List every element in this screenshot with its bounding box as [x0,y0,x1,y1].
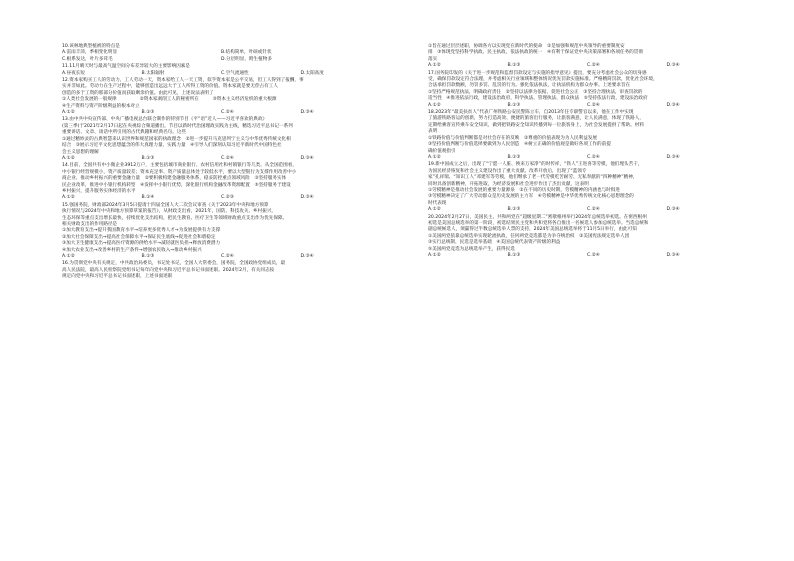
option-choice: ①加大教育支出→提升我国教育水平→培养更多优秀人才→为发展提供有力支撑 [62,228,221,234]
option-choice: B.①④ [141,195,155,201]
option-choice: C.②③ [221,195,234,201]
question-text-line: 16.为贯彻党中央有关规定，中共政治局委员，书记处书记，全国人大常委会，国务院，全国政协党组成员，最 [62,261,286,267]
option-choice: C.②④ [587,102,600,108]
question-text-line: 12.资本家购买工人的劳动力，工人劳动一天，资本家给工人一天工资，似乎资本家是公平交易，但工人得到了报酬，事 [62,78,304,84]
question-text-line: 18.2023年“最美扶贫人”代表广州铁路公安民警陈立车，自2013年任专职警官以来，他在工作中实现 [428,110,634,116]
question-text-line: ①美国两党依靠总统选举实现轮流执政，任何两党竞选都是为争夺统治权 ②美国宪法规定选举人团 [428,233,630,239]
question-block [62,261,380,280]
option-choice: B.①③ [507,102,521,108]
question-text-line: 11.11月晴天时与最高气温空间分布差异较大的主要影响因素是 [62,64,190,70]
question-text-line: 执行情况与2024年中央和地方预算草案的报告》，从财政支出看，2021年，国防、科技攻关、乡村振兴， [62,209,277,215]
question-text-line: 排 ③体现党坚持科学执政、民主执政、依法执政的统一 ④有利于保证党中央决策部署和各项任务的贯彻 [428,50,643,56]
option-choice: A.昼夜长短 [62,70,85,76]
options-row [428,103,746,109]
question-text-line: ①劳模精神是推动社会发展的重要力量源泉 ②在不同的历史时期，劳模精神的内涵也与时俱进 [428,187,620,193]
question-text-line: 为国民经济恢复和社会主义建设作出了重大贡献。改革开放后，出现了“蓝领专 [428,168,587,174]
question-text-line: 受，确保罚款设定符合法理，并考虑相关行业领域和整体情况优先罚款实施标准。严格精简罚款，优化社会环境， [428,77,658,83]
option-choice: B.①③ [507,253,521,258]
options-row [62,71,380,77]
option-choice: A.①② [428,253,441,258]
option-choice: D.分层明显，附生植物多 [221,56,272,62]
options-row [428,207,746,213]
option-choice: D.③④ [300,110,314,116]
question-block [428,71,746,109]
question-text-line: 合法承担罚款数额，勿罚多罚、乱罚的行为。强化依法执法，让执法机构为群众办事。上述要求旨在 [428,83,631,89]
question-text-line: 副总统候选人，须赢得过半数总统选举人票的支持，2024年美国总统选举将于11月5日举行，由此可知 [428,227,637,233]
question-text-line: ①人类社会发展的一般规律 ②资本家剥削工人的秘密所在 ③资本主义经济危机的重大根源 [62,97,277,103]
question-block [62,64,380,77]
question-text-line: 同时具备创新精神，开拓进取，为经济发展和社会进步作出了杰出贡献，这表明 [428,181,589,187]
question-block [428,162,746,213]
question-text-line: 表明 [428,129,438,135]
question-text-line: 了旅游铁路客运的创新，努力打造高效、便捷的旅客出行服务，让旅客满意，让人民满意，体现了铁路人， [428,116,644,122]
option-choice: A.①② [428,102,441,108]
question-text-line: ①旨在通过层层述职，协调各方以实现党在新时代的使命 ②是加强和规范中央领导的重要制度安 [428,44,625,49]
question-text-line: 10.该林地典型植被的特点是 [62,44,120,49]
question-block [62,163,380,201]
question-text-line: ⑤美国两党竞选为总统选举产生，获得民选 [428,246,515,252]
question-text-line: ④生产资料与资产阶级利益的根本对立 [62,103,140,109]
option-choice: A.①② [62,110,75,116]
option-choice: C.②④ [587,207,600,213]
question-text-line: 商企业、推动乡村振兴的重要金融力量 ②要积极构建金融服务体系，稳妥防控重点领域风险 ③坚持服务实体 [62,176,287,182]
options-row [62,110,380,116]
question-block [62,203,380,261]
option-choice: B.①③ [507,154,521,160]
question-text-line: 17.国务院印发的《关于进一步规范和监督罚款设定与实施的指导意见》提出，要充分考虑社会公众的切身感 [428,70,647,76]
option-choice: C.②④ [221,155,234,161]
question-text-line: 高人民法院，最高人民检察院党组书记每年向党中央和习近平总书记书面述职。2024年2月，有关同志按 [62,267,275,273]
option-choice: B.①③ [507,207,521,213]
question-text-line: 重要讲话、文章、谈话中所引用的古代典籍和经典名句。这些 [62,130,187,136]
question-block [62,44,380,63]
question-text-line: 13.由中共中央宣传部、中央广播电视总台联合制作的特别节目《平“语”近人——习近平喜欢的典故》 [62,117,268,123]
question-text-line: 民企业改革，推进中小银行机构转型 ④发挥中小银行优势，深化银行机构金融改革资源配置 ⑤坚持服务于建设 [62,182,291,188]
option-choice: C.②④ [587,253,600,258]
option-choice: C.②④ [587,154,600,160]
option-choice: A.雷雨丰沛，季相变化明显 [62,50,118,56]
question-text-line: 中小银行经营规模小，资产质量较差；资本充足率、资产质量总体处于较低水平，要以大型银行为支撑作用改善中小 [62,169,297,175]
question-block [428,110,746,161]
question-text-line: 时代表现 [428,200,447,206]
options-row [62,57,380,63]
question-text-line: ①坚持严格规范执法，明确政府责任 ②坚持以法律为依据，促进社会公正 ③坚持合理执法，审查罚款的 [428,89,643,95]
option-choice: B.①③ [141,155,155,161]
answer-choice: B.①③ [141,254,155,259]
question-text-line: 会主义思想的理解 [62,149,99,155]
question-block [62,117,380,162]
answer-choices-row [62,254,380,260]
question-text-line: 15.强国务院，财政部2024年3月5日提请十四届全国人大二次会议审查《关于2023年中央和地方预算 [62,202,269,208]
option-choice: D.③④ [666,154,680,160]
option-choice: B.太阳辐射 [141,70,165,76]
option-choice: B.①③ [507,63,521,69]
question-text-line: 规定向党中央和习近平总书记书面述职，上述书面述职 [62,274,173,280]
question-text-line: 定期给乘客宣传乘车安全知识，做到把铁路安全知识传播到每一位旅客身上，为社会发展提供了帮助。材料 [428,122,644,128]
question-text-line: 20.2024年2月27日，美国民主、共和两党在“超级星期二”密歇根州举行2024年总统选举初选。在密西根州 [428,214,647,220]
option-choice: B.①③ [141,110,155,116]
options-row [428,155,746,161]
options-row [62,195,380,201]
question-text-line: ③实行总统制，民选是选举基础 ④美国总统代表资产阶级的利益 [428,240,561,246]
question-block [428,44,746,70]
question-text-line: 乡村振兴，提升服务实体经济的水平 [62,188,136,194]
option-choice: C.根系发达，叶片多茸毛 [62,56,113,62]
option-choice: C.②④ [221,110,234,116]
option-choice: D.③④ [300,155,314,161]
question-text-line: 结合 ③展示习近平文化思想蕴含的伟大真理力量、实践力量 ④引导人们深刻认知习近平新时代中国特色社 [62,143,282,149]
option-choice: D.③④ [666,63,680,69]
option-choice: B.结构简单，叶硕或针状 [221,50,272,56]
question-text-line: 初选是美国总统选举的第一阶段，初选结果民主党和共和党将各自推出一名候选人参加总统选举。当选总统和 [428,220,649,226]
options-row [62,156,380,162]
question-block [62,78,380,116]
options-row [428,63,746,69]
option-choice: ④加大农业支出→改善乡村的生产条件→增强农民收入→推动乡村振兴 [62,247,202,253]
option-choice: A.①② [428,63,441,69]
question-text-line: 19.新中国成立之后，出现了“宁愿一人脏、换来万家净”的时传祥，“铁人”王进喜等劳模，他们埋头苦干， [428,162,643,168]
answer-choice: A.①② [62,254,75,259]
question-text-line: ①铁路价值与价值判断都是对社会存在的反映 ②尊重的价值表现为为人民利益发展 [428,135,598,141]
option-choice: D.③④ [666,253,680,258]
option-choice: A.①② [62,195,75,201]
question-text-line: 实并非如此。劳动力在生产过程中，能够创造出远远大于工人所得工资的价值。资本家就是要无偿占有工人 [62,84,278,90]
question-text-line: ①通过精妙灵的古典智慧来认识世界和规范国家的执政理念 ②进一步提升马克思列宁主义与中华优秀传统文化相 [62,136,291,142]
option-choice: C.空气流通性 [221,70,249,76]
option-choice: D.③④ [666,207,680,213]
option-choice: A.①② [428,154,441,160]
right-column [428,44,746,260]
option-choice: D.③④ [300,195,314,201]
question-text-line: 落实 [428,56,438,62]
question-text-line: 14.目前，全国共有中小微企业3912万户，主要包括城市商业银行、农村信用社和村镇银行等几类。从全国范围看， [62,163,297,169]
question-text-line: 相关财政支出的作用路径是 [62,221,118,227]
option-choice: ③加大卫生健康支出→提高医疗资源的供给水平→减轻就医负担→释放消费潜力 [62,241,221,247]
question-text-line: 生态环保等重点支出增长最快，持续优化支出结构，把民生教育、医疗卫生等领域财政重点支出作为优先保障。 [62,215,288,221]
question-text-line: ③坚持价值判断与价值选择要做到为人民创造 ④树立正确的价值观是做好各项工作的前提 [428,142,611,148]
answer-choice: D.③④ [300,254,314,259]
question-text-line: 家”孔祥瑞、“知识工人”邓建军等劳模，他们继承了老一代劳模吃苦耐劳、无私奉献的“四种精神”精神， [428,175,638,181]
question-text-line: (第三季)于2021年2月17日起在央视综合频道播出。节目以新时代治国理政实践为主线，精选习近平总书记一系列 [62,123,293,129]
question-text-line: ③劳模精神决定了广大劳动群众是历史发展的主力军 ④劳模精神是中华优秀传统文化核心思想理念的 [428,194,634,200]
left-column [62,44,380,282]
answer-choice: C.②④ [221,254,234,259]
option-choice: A.①② [62,155,75,161]
option-choice: C.②④ [587,63,600,69]
question-block [428,215,746,260]
option-choice: A.①② [428,207,441,213]
question-text-line: 适当性 ④推进依法行政，建设法治政府，科学执法、管理执法、群众执法 ⑤坚持依法行政，建设法治政府 [428,96,648,102]
option-choice: D.太阳高度 [300,70,324,76]
option-choice: D.③④ [666,102,680,108]
option-choice: ②加大社会保障支出→提高社会保障水平→保证民生底线→促进社会和谐稳定 [62,234,216,240]
options-row [428,253,746,259]
question-text-line: 创造的多于工资的那部分价值而获取剩余价值。由此可见，上述说法表明了 [62,90,214,96]
question-text-line: 确价值观指引 [428,148,456,154]
